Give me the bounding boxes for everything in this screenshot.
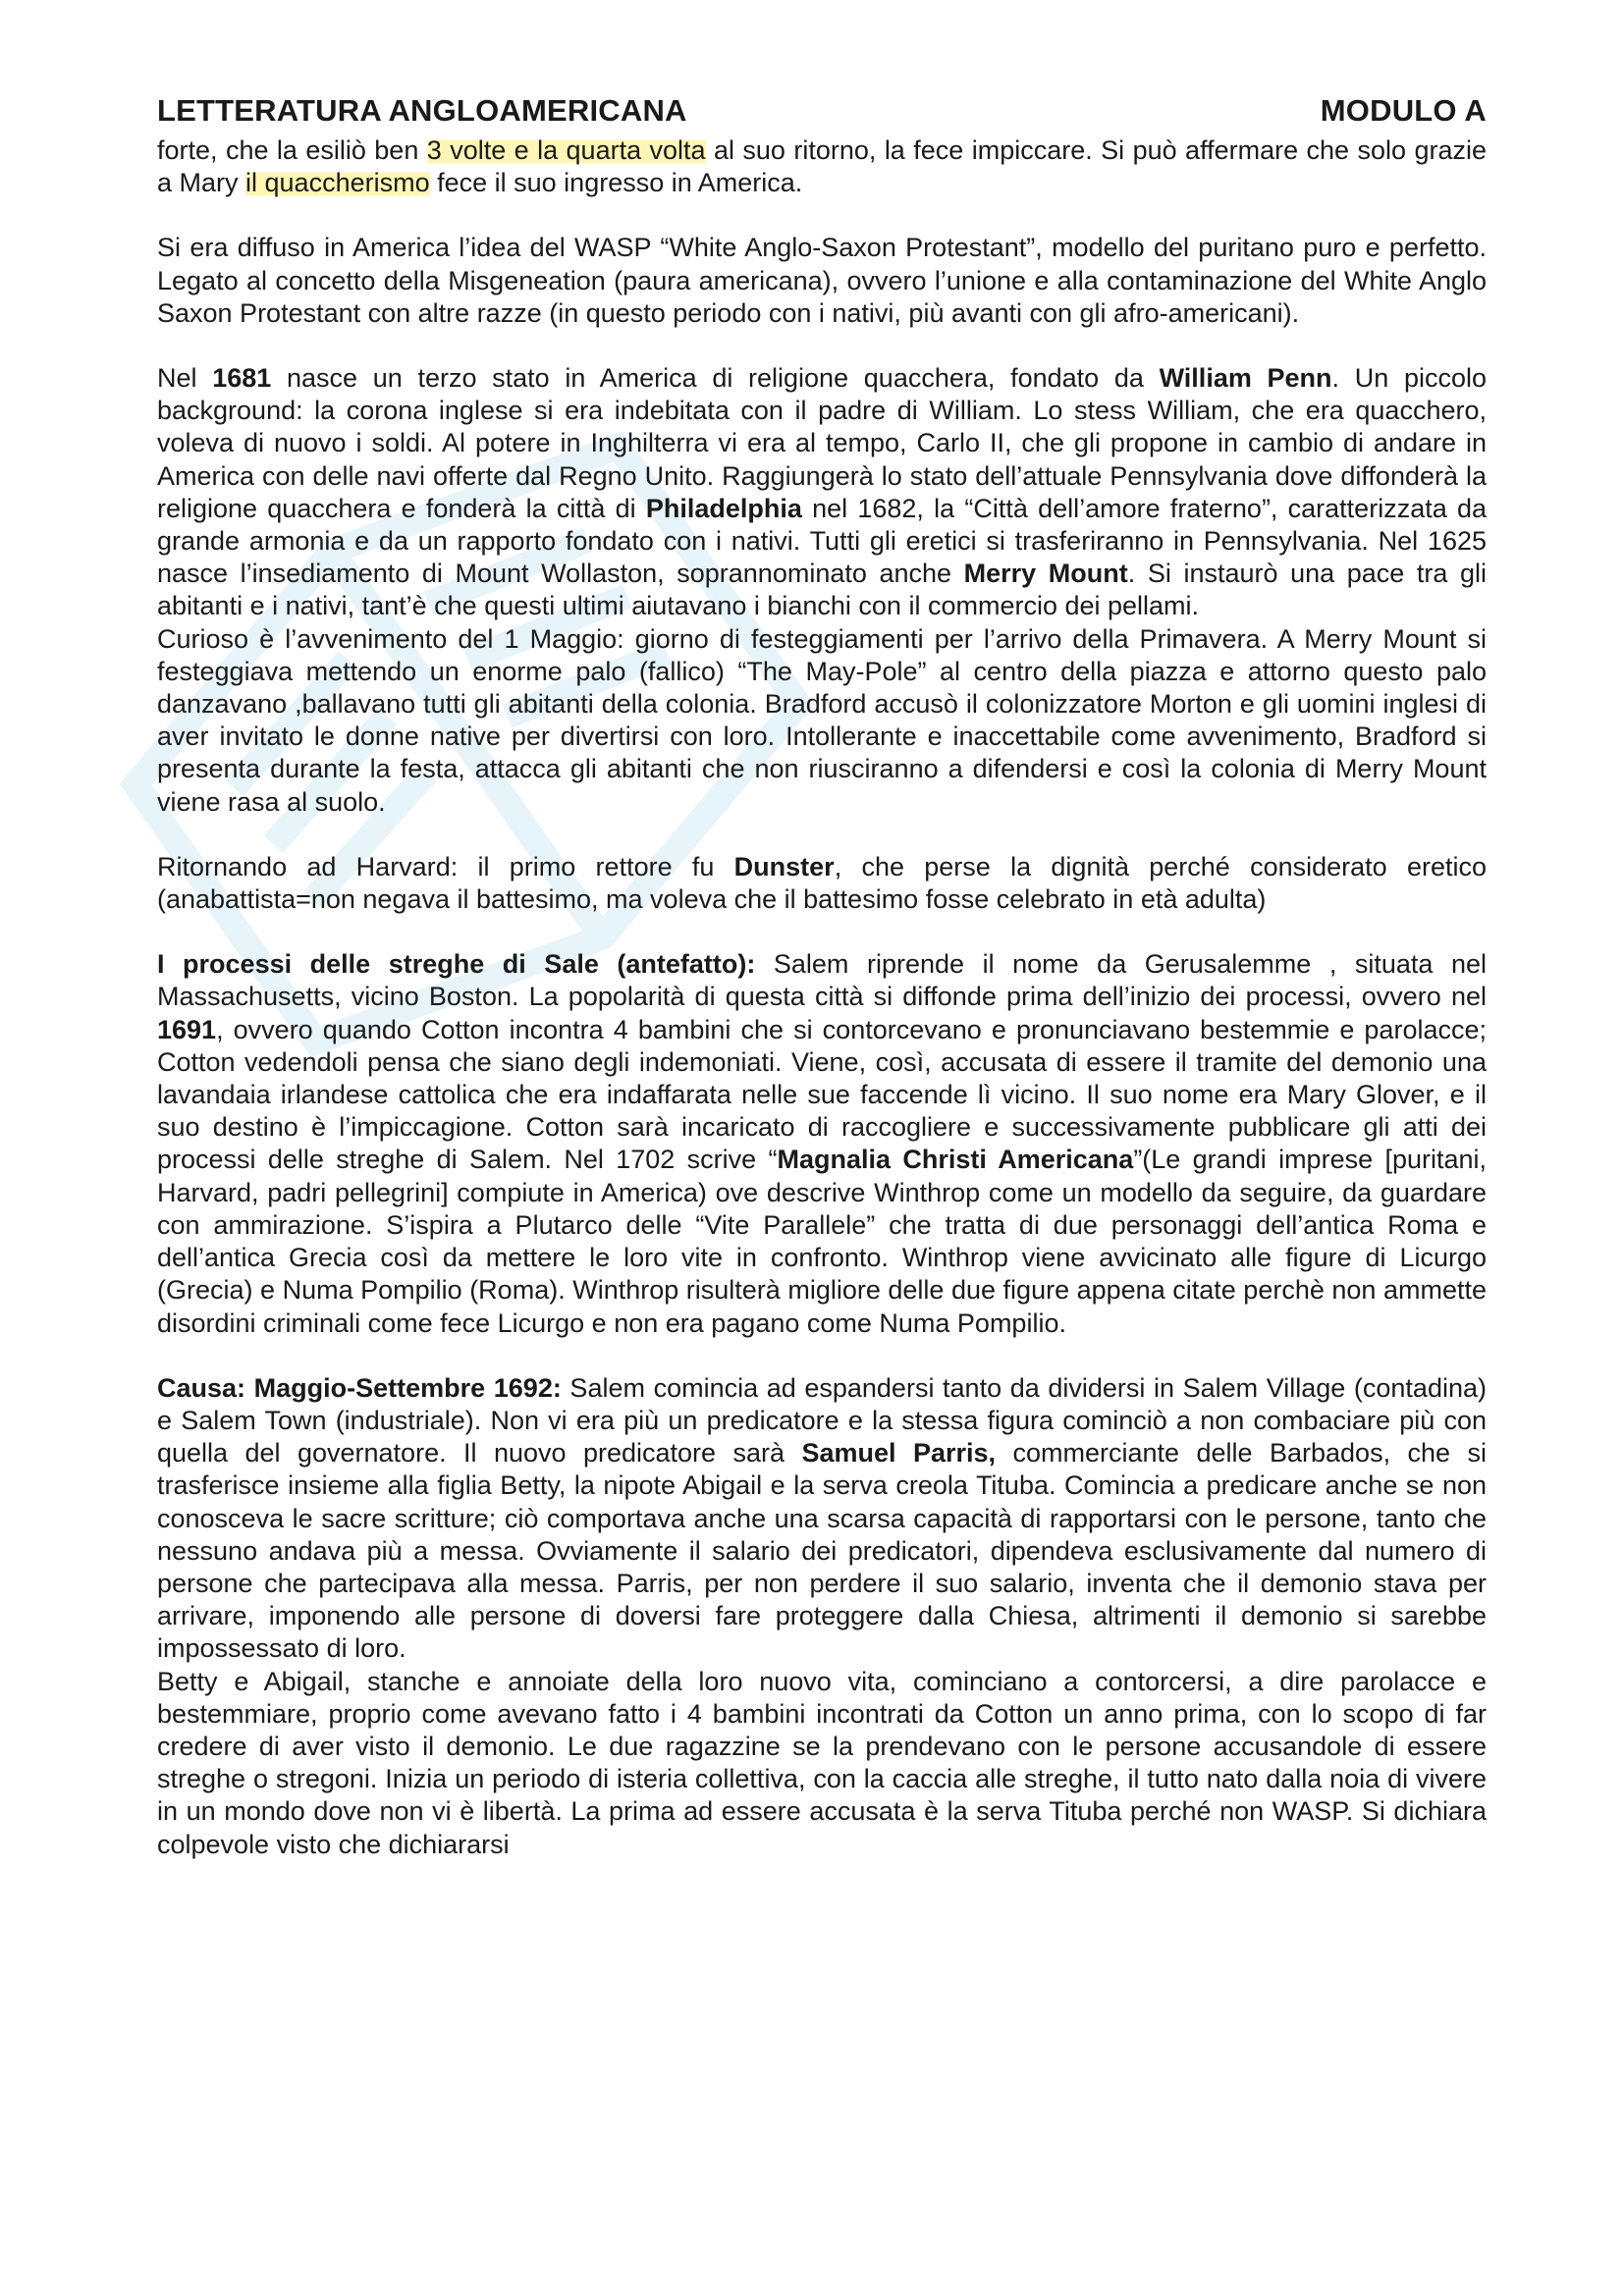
bold-term: Samuel Parris, [801,1438,997,1468]
module-label: MODULO A [1320,93,1487,128]
text-run: ”(Le grandi imprese [puritani, Harvard, padri pellegrini] compiute in America) ove descrive Winthrop come un modello da seguire, da guardare con ammirazione. S’ispira a Plutarco delle “Vite Parallele” che tratta di due personaggi dell’antica Roma e dell’antica Grecia così da mettere le loro vite in confronto. Winthrop viene avvicinato alle figure di Licurgo (Grecia) e Numa Pompilio (Roma). Winthrop risulterà migliore delle due figure appena citate perchè non ammette disordini criminali come fece Licurgo e non era pagano come Numa Pompilio. [157,1145,1487,1338]
bold-term: Causa: Maggio-Settembre 1692: [157,1372,562,1403]
bold-term: Merry Mount [963,559,1128,589]
paragraph-2 [157,232,1487,330]
text-run: . Un piccolo background: la corona inglese si era indebitata con il padre di William. Lo stess William, che era quacchero, voleva di nuovo i soldi. Al potere in Inghilterra vi era al tempo, Carlo II, che gli propone in cambio di andare in America con delle navi offerte dal Regno Unito. Raggiungerà lo stato dell’attuale Pennsylvania dove diffonderà la religione quacchera e fonderà la città di [157,363,1487,523]
highlighted-text: 3 volte e la quarta volta [426,135,706,165]
bold-term: 1691 [157,1014,217,1044]
text-run: Curioso è l’avvenimento del 1 Maggio: giorno di festeggiamenti per l’arrivo della Primavera. A Merry Mount si festeggiava mettendo un enorme palo (fallico) “The May-Pole” al centro della piazza e attorno questo palo danzavano ,ballavano tutti gli abitanti della colonia. Bradford accusò il colonizzatore Morton e gli uomini inglesi di aver invitato le donne native per divertirsi con loro. Intollerante e inaccettabile come avvenimento, Bradford si presenta durante la festa, attacca gli abitanti che non riusciranno a difendersi e così la colonia di Merry Mount viene rasa al suolo. [157,623,1487,817]
bold-term: William Penn [1159,363,1332,394]
text-run: commerciante delle Barbados, che si trasferisce insieme alla figlia Betty, la nipote Abigail e la serva creola Tituba. Comincia a predicare anche se non conosceva le sacre scritture; ciò comportava anche una scarsa capacità di rapportarsi con le persone, tanto che nessuno andava più a messa. Ovviamente il salario dei predicatori, dipendeva esclusivamente dal numero di persone che partecipava alla messa. Parris, per non perdere il suo salario, inventa che il demonio stava per arrivare, imponendo alle persone di doversi fare proteggere dalla Chiesa, altrimenti il demonio si sarebbe impossessato di loro. [157,1438,1487,1664]
text-run: Si era diffuso in America l’idea del WASP “White Anglo-Saxon Protestant”, modello del puritano puro e perfetto. Legato al concetto della Misgeneation (paura americana), ovvero l’unione e alla contaminazione del White Anglo Saxon Protestant con altre razze (in questo periodo con i nativi, più avanti con gli afro-americani). [157,233,1487,328]
text-run: forte, che la esiliò ben [157,135,427,165]
text-run: , ovvero quando Cotton incontra 4 bambini che si contorcevano e pronunciavano bestemmie e parolacce; Cotton vedendoli pensa che siano degli indemoniati. Viene, così, accusata di essere il tramite del demonio una lavandaia irlandese cattolica che era indaffarata nelle sue faccende lì vicino. Il suo nome era Mary Glover, e il suo destino è l’impiccagione. Cotton sarà incaricato di raccogliere e successivamente pubblicare gli atti dei processi delle streghe di Salem. Nel 1702 scrive “ [157,1014,1487,1175]
paragraph-7 [157,1372,1487,1666]
highlighted-text: il quaccherismo [245,168,430,198]
bold-term: I processi delle streghe di Sale (antefatto): [157,949,756,980]
bold-term: Magnalia Christi Americana [777,1145,1134,1175]
text-run: , che perse la dignità perché considerato eretico (anabattista=non negava il battesimo, ma voleva che il battesimo fosse celebrato in età adulta) [157,851,1487,915]
paragraph-5 [157,851,1487,916]
paragraph-6 [157,948,1487,1339]
text-run: . Si instaurò una pace tra gli abitanti e i nativi, tant’è che questi ultimi aiutavano i bianchi con il commercio dei pellami. [157,559,1488,621]
document-body [157,134,1487,1861]
text-run: Salem comincia ad espandersi tanto da dividersi in Salem Village (contadina) e Salem Town (industriale). Non vi era più un predicatore e la stessa figura cominciò a non combaciare più con quella del governatore. Il nuovo predicatore sarà [157,1372,1487,1468]
paragraph-4 [157,623,1487,819]
text-run: nel 1682, la “Città dell’amore fraterno”, caratterizzata da grande armonia e da un rapporto fondato con i nativi. Tutti gli eretici si trasferiranno in Pennsylvania. Nel 1625 nasce l’insediamento di Mount Wollaston, soprannominato anche [157,493,1487,589]
bold-term: Dunster [733,851,835,881]
text-run: Ritornando ad Harvard: il primo rettore fu [157,851,734,881]
text-run: Salem riprende il nome da Gerusalemme , situata nel Massachusetts, vicino Boston. La popolarità di questa città si diffonde prima dell’inizio dei processi, ovvero nel [157,949,1487,1012]
course-title: LETTERATURA ANGLOAMERICANA [157,93,687,128]
paragraph-1 [157,134,1487,199]
document-page [157,93,1487,1861]
text-run: Nel [157,363,213,394]
text-run: nasce un terzo stato in America di religione quacchera, fondato da [271,363,1160,394]
text-run: fece il suo ingresso in America. [429,168,803,198]
bold-term: Philadelphia [645,493,802,523]
paragraph-3 [157,362,1487,623]
page-header [157,93,1487,129]
text-run: Betty e Abigail, stanche e annoiate della loro nuovo vita, cominciano a contorcersi, a dire parolacce e bestemmiare, proprio come avevano fatto i 4 bambini incontrati da Cotton un anno prima, con lo scopo di far credere di aver visto il demonio. Le due ragazzine se la prendevano con le persone accusandole di essere streghe o stregoni. Inizia un periodo di isteria collettiva, con la caccia alle streghe, il tutto nato dalla noia di vivere in un mondo dove non vi è libertà. La prima ad essere accusata è la serva Tituba perché non WASP. Si dichiara colpevole visto che dichiararsi [157,1666,1487,1859]
paragraph-8 [157,1666,1487,1861]
text-run: al suo ritorno, la fece impiccare. Si può affermare che solo grazie a Mary [157,135,1487,198]
bold-term: 1681 [212,363,272,394]
